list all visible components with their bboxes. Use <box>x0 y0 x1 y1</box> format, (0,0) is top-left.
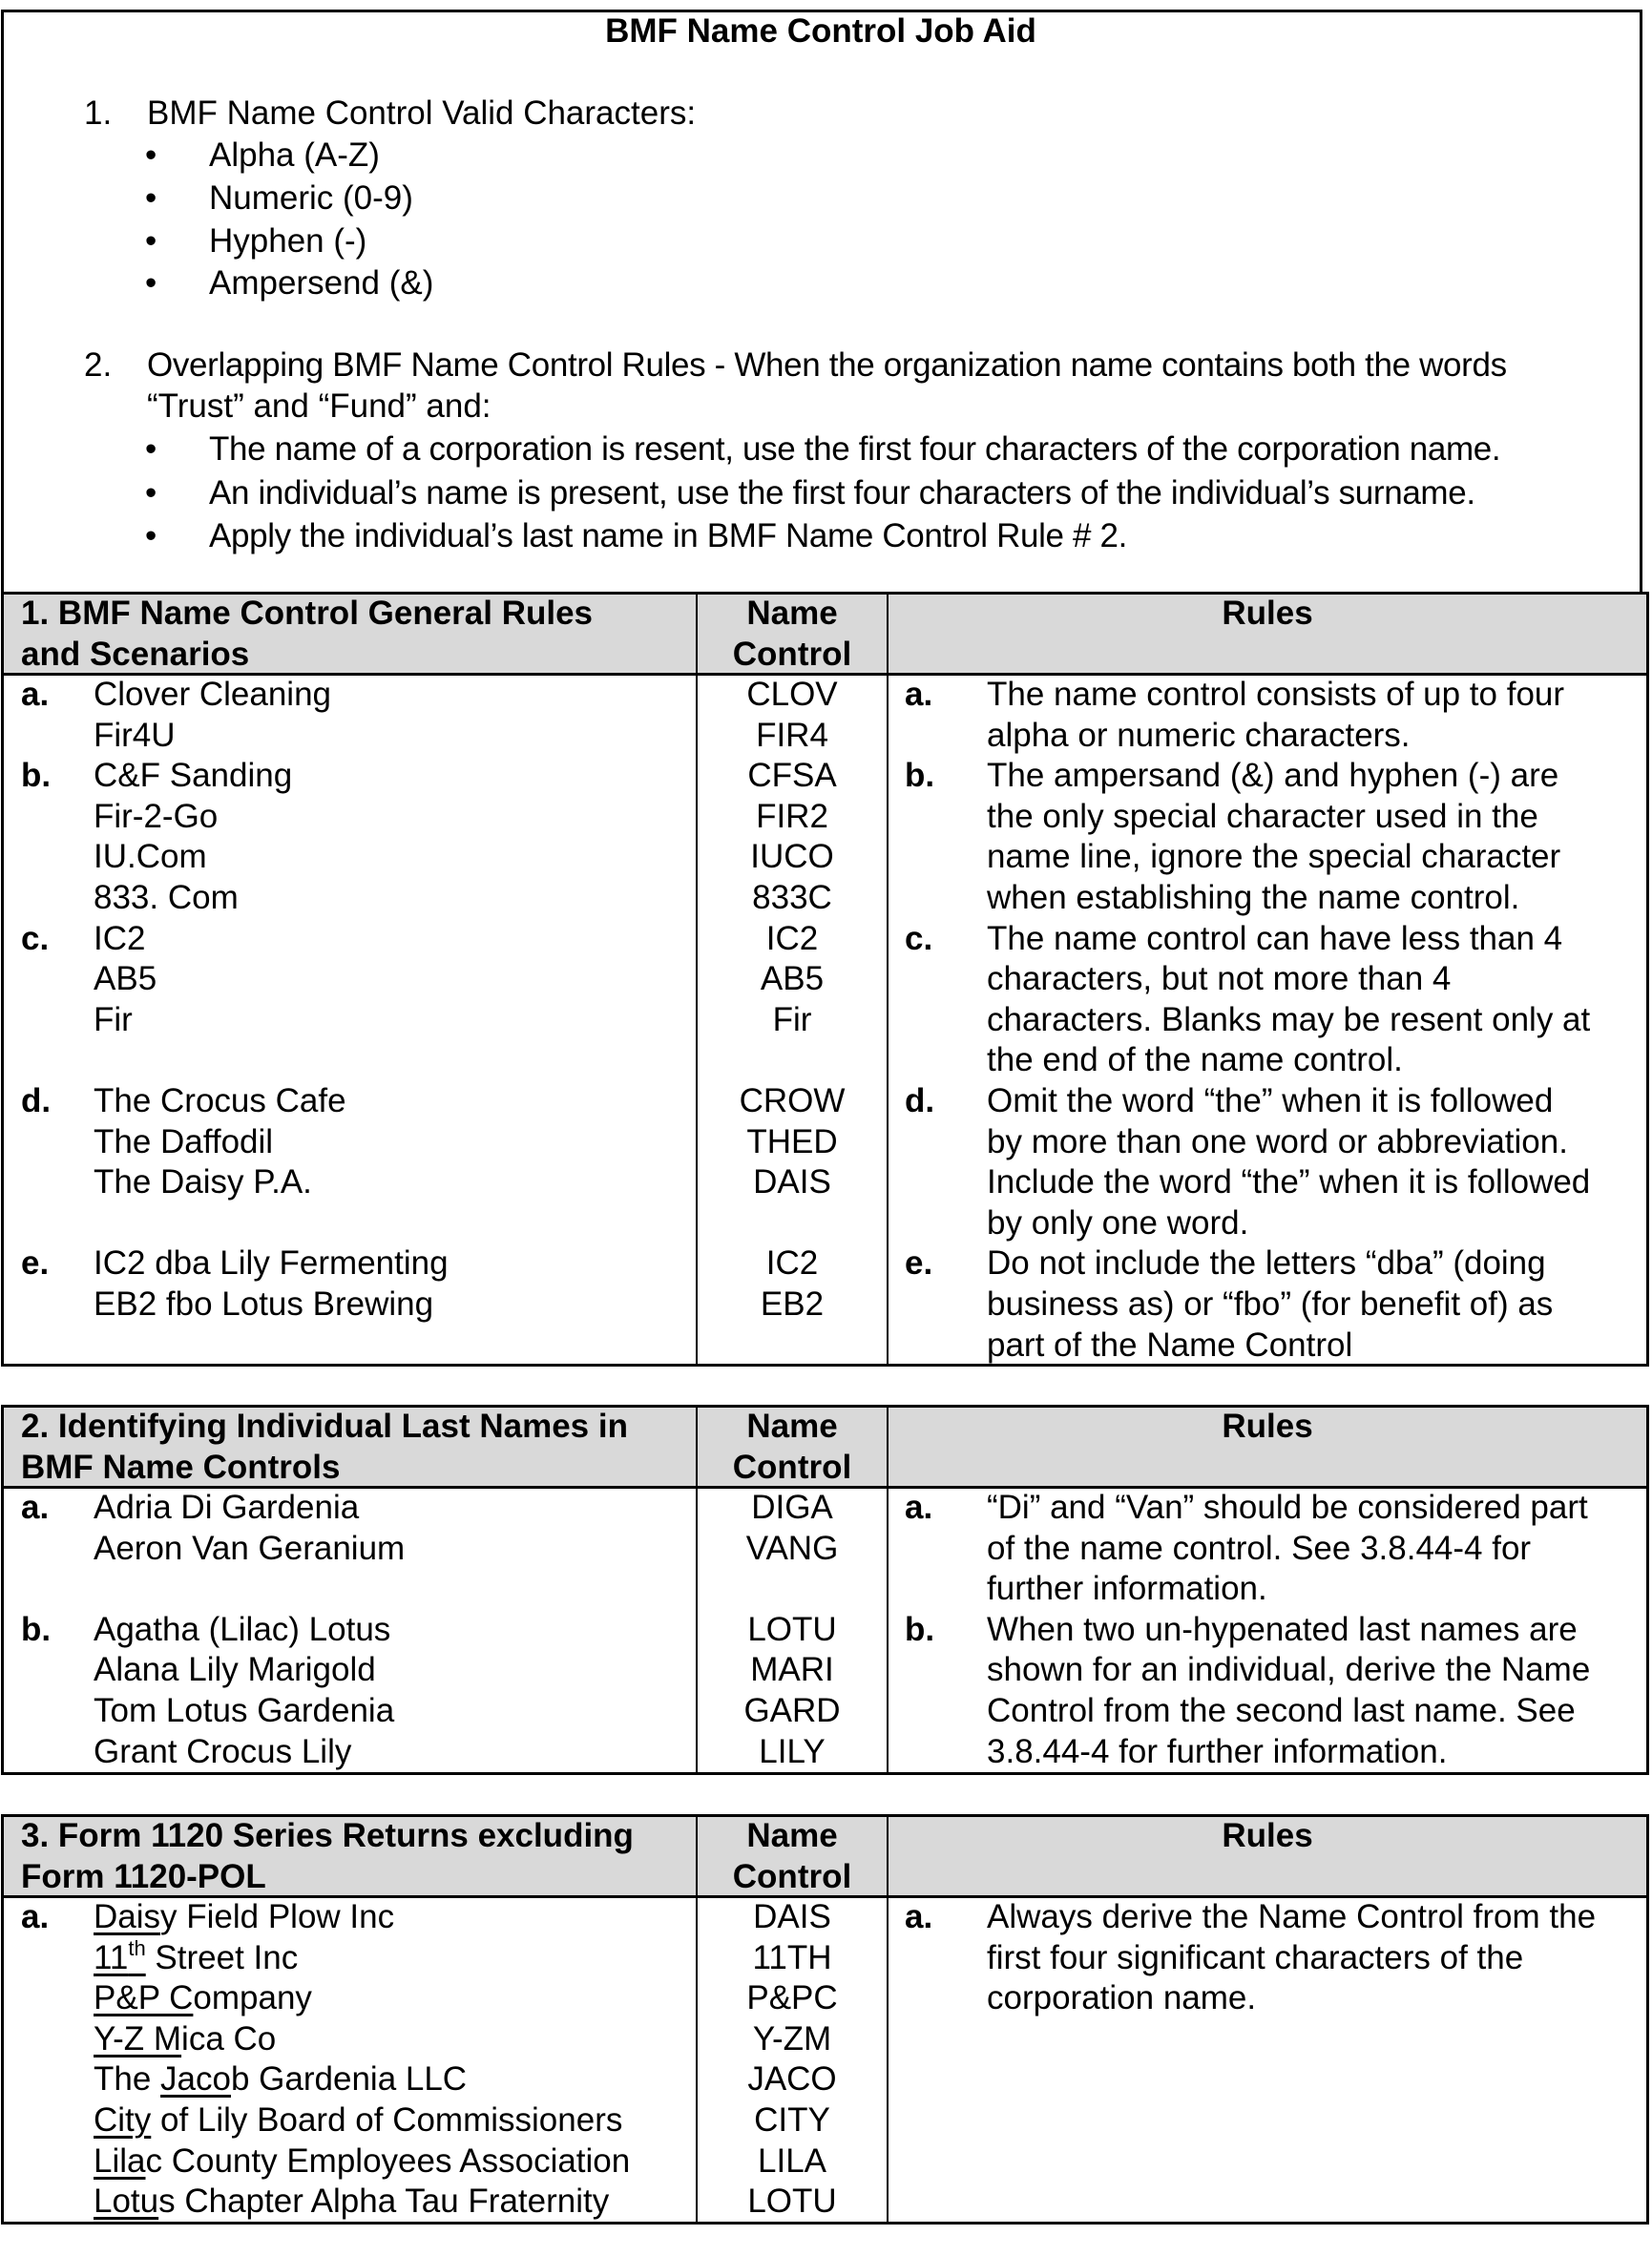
underlined-text: Lila <box>94 2141 146 2180</box>
rule-line <box>905 1529 1640 1570</box>
scenario-name <box>94 2019 276 2060</box>
rule-label: a. <box>905 1898 933 1935</box>
valid-character-item: Alpha (A-Z) <box>209 136 380 174</box>
rule-text: The ampersand (&) and hyphen (-) are <box>987 757 1559 795</box>
bullet-icon: • <box>145 264 157 302</box>
header-scenarios: 3. Form 1120 Series Returns excluding <box>21 1817 634 1854</box>
scenario-name <box>94 1897 394 1938</box>
rule-text: when establishing the name control. <box>987 878 1520 916</box>
header-scenarios: and Scenarios <box>21 635 250 673</box>
table-row <box>21 675 689 716</box>
rule-label: a. <box>905 1489 933 1526</box>
header-name-control: Control <box>732 1448 852 1486</box>
rule-line <box>905 919 1640 960</box>
rule-line <box>905 1569 1640 1610</box>
name-control-value: AB5 <box>760 960 825 998</box>
scenario-name: Fir4U <box>94 716 176 754</box>
name-remainder: ica Co <box>181 2019 277 2058</box>
table-row <box>21 1203 689 1244</box>
name-control-value: MARI <box>750 1651 834 1689</box>
intro-item-2-text-line2: “Trust” and “Fund” and: <box>147 387 491 425</box>
scenario-name: Adria Di Gardenia <box>94 1489 360 1526</box>
header-rules: Rules <box>1222 595 1313 632</box>
rule-line <box>905 1691 1640 1732</box>
underlined-text: Lotu <box>94 2183 159 2221</box>
column-divider <box>887 1408 889 1772</box>
ordinal-suffix: th <box>128 1935 146 1960</box>
intro-item-2-number: 2. <box>84 346 113 384</box>
rule-line <box>905 1938 1640 1979</box>
column-divider <box>887 1817 889 2222</box>
table-row <box>21 1691 689 1732</box>
header-name-control: Name <box>746 1817 838 1854</box>
page-title: BMF Name Control Job Aid <box>605 12 1036 50</box>
rule-text: characters, but not more than 4 <box>987 960 1452 998</box>
rule-label: b. <box>905 757 935 795</box>
table-row <box>21 2019 689 2060</box>
rule-line <box>905 797 1640 838</box>
general-rules-table <box>1 592 1649 1367</box>
table-row <box>21 837 689 878</box>
header-rules: Rules <box>1222 1408 1313 1445</box>
rule-line <box>905 1000 1640 1041</box>
name-control-value: JACO <box>747 2060 837 2099</box>
bullet-icon: • <box>145 517 157 554</box>
name-prefix: The <box>94 2060 161 2099</box>
rule-line <box>905 1326 1640 1367</box>
name-control-value: GARD <box>743 1691 841 1729</box>
row-label: a. <box>21 1898 50 1935</box>
table-row <box>21 1978 689 2019</box>
name-control-value: LOTU <box>747 2183 837 2221</box>
name-control-value: FIR4 <box>756 716 828 754</box>
scenario-name: Agatha (Lilac) Lotus <box>94 1610 391 1648</box>
rule-text: the end of the name control. <box>987 1041 1403 1079</box>
table-row <box>21 1732 689 1773</box>
rule-text: first four significant characters of the <box>987 1938 1524 1976</box>
table-row <box>21 1243 689 1285</box>
scenario-name: Alana Lily Marigold <box>94 1651 376 1689</box>
rule-line <box>905 1040 1640 1081</box>
rule-text: name line, ignore the special character <box>987 838 1561 876</box>
intro-item-1-number: 1. <box>84 94 113 132</box>
header-scenarios: BMF Name Controls <box>21 1448 341 1486</box>
scenario-name: Tom Lotus Gardenia <box>94 1691 395 1729</box>
name-control-value: CFSA <box>747 757 837 795</box>
row-label: a. <box>21 676 50 713</box>
scenario-name <box>94 2141 630 2183</box>
rule-text: business as) or “fbo” (for benefit of) as <box>987 1285 1554 1323</box>
rule-label: d. <box>905 1081 935 1119</box>
rule-line <box>905 1285 1640 1326</box>
rule-text: Omit the word “the” when it is followed <box>987 1081 1554 1119</box>
intro-item-2-text-line1: Overlapping BMF Name Control Rules - When the organization name contains both the words <box>147 346 1507 384</box>
name-control-value: IC2 <box>765 919 819 957</box>
rule-line <box>905 1081 1640 1122</box>
scenario-name: 833. Com <box>94 878 239 916</box>
rule-text: When two un-hypenated last names are <box>987 1610 1578 1648</box>
scenario-name: Fir-2-Go <box>94 797 219 835</box>
table-header <box>4 595 1646 676</box>
underlined-text: P&P C <box>94 1979 194 2017</box>
rule-text: “Di” and “Van” should be considered part <box>987 1489 1588 1526</box>
overlapping-rule-item: Apply the individual’s last name in BMF Name Control Rule # 2. <box>209 517 1128 554</box>
bullet-icon: • <box>145 136 157 174</box>
table-row <box>21 1285 689 1326</box>
significant-characters <box>94 2183 158 2220</box>
rule-line <box>905 1897 1640 1938</box>
rule-line <box>905 837 1640 878</box>
scenario-name: The Daisy P.A. <box>94 1163 312 1201</box>
name-control-value: CROW <box>739 1081 846 1119</box>
name-remainder: s Chapter Alpha Tau Fraternity <box>158 2183 610 2221</box>
table-header <box>4 1408 1646 1489</box>
significant-characters <box>94 1935 146 1976</box>
name-control-value: CLOV <box>746 676 838 713</box>
rule-text: by more than one word or abbreviation. <box>987 1122 1568 1160</box>
name-remainder: b Gardenia LLC <box>230 2060 468 2099</box>
table-row <box>21 797 689 838</box>
name-remainder: of Lily Board of Commissioners <box>151 2100 623 2139</box>
table-row <box>21 1935 689 1979</box>
overlapping-rule-item: An individual’s name is present, use the first four characters of the individual’s surname. <box>209 474 1475 512</box>
table-row <box>21 959 689 1000</box>
overlapping-rule-item: The name of a corporation is resent, use the first four characters of the corporation name. <box>209 430 1501 468</box>
significant-characters <box>94 1979 193 2016</box>
rule-line <box>905 1162 1640 1203</box>
row-label: e. <box>21 1244 50 1283</box>
scenario-name: IC2 dba Lily Fermenting <box>94 1244 449 1283</box>
rule-label: e. <box>905 1244 933 1283</box>
scenario-name: IU.Com <box>94 838 207 876</box>
scenario-name: The Crocus Cafe <box>94 1081 346 1119</box>
rule-text: the only special character used in the <box>987 797 1538 835</box>
rule-line <box>905 878 1640 919</box>
name-control-value: THED <box>746 1122 838 1160</box>
scenario-name: EB2 fbo Lotus Brewing <box>94 1285 434 1323</box>
scenario-name: Aeron Van Geranium <box>94 1529 406 1567</box>
name-control-value: Fir <box>772 1000 812 1038</box>
table-header <box>4 1817 1646 1898</box>
scenario-name: Clover Cleaning <box>94 676 332 713</box>
row-label: b. <box>21 757 52 795</box>
bullet-icon: • <box>145 222 157 260</box>
row-label: b. <box>21 1610 52 1648</box>
table-row <box>21 1040 689 1081</box>
table-row <box>21 1081 689 1122</box>
significant-characters <box>160 2060 231 2098</box>
name-control-value <box>698 1040 887 1081</box>
form-1120-table <box>1 1814 1649 2225</box>
table-row <box>21 1650 689 1691</box>
rule-line <box>905 756 1640 797</box>
scenario-name: Fir <box>94 1000 133 1038</box>
scenario-name <box>94 2100 622 2141</box>
name-control-value: CITY <box>754 2100 830 2139</box>
scenario-name <box>94 1935 299 1979</box>
name-control-value: 11TH <box>752 1938 832 1976</box>
rule-text: alpha or numeric characters. <box>987 716 1411 754</box>
rule-line <box>905 1122 1640 1163</box>
header-scenarios: 1. BMF Name Control General Rules <box>21 595 594 632</box>
underlined-text: 11 <box>94 1938 129 1976</box>
name-remainder: ompany <box>193 1979 312 2017</box>
name-remainder: c County Employees Association <box>145 2141 631 2180</box>
table-row <box>21 1610 689 1651</box>
rule-line <box>905 675 1640 716</box>
name-control-value: DAIS <box>753 1163 831 1201</box>
individual-last-names-table <box>1 1405 1649 1775</box>
valid-character-item: Numeric (0-9) <box>209 179 413 217</box>
header-name-control: Control <box>732 635 852 673</box>
rule-line <box>905 959 1640 1000</box>
name-control-value: 833C <box>752 878 832 916</box>
rule-label: c. <box>905 919 933 957</box>
underlined-text: Y-Z M <box>94 2019 182 2058</box>
rule-line <box>905 1650 1640 1691</box>
table-row <box>21 1122 689 1163</box>
underlined-text: Jaco <box>160 2060 231 2099</box>
row-label: d. <box>21 1081 52 1119</box>
name-control-value: EB2 <box>760 1285 825 1323</box>
header-name-control: Name <box>746 595 838 632</box>
rule-text: of the name control. See 3.8.44-4 for <box>987 1529 1532 1567</box>
header-name-control: Control <box>732 1857 852 1895</box>
table-row <box>21 2141 689 2183</box>
name-control-value <box>698 1203 887 1244</box>
table-row <box>21 716 689 757</box>
rule-text: Always derive the Name Control from the <box>987 1898 1597 1935</box>
name-control-value: LILY <box>759 1732 826 1770</box>
rule-text: The name control can have less than 4 <box>987 919 1563 957</box>
rule-text: characters. Blanks may be resent only at <box>987 1000 1591 1038</box>
name-control-value: LOTU <box>747 1610 837 1648</box>
rule-line <box>905 1978 1640 2019</box>
name-control-value: DAIS <box>753 1898 831 1935</box>
scenario-name: The Daffodil <box>94 1122 274 1160</box>
name-control-value: IC2 <box>765 1244 819 1283</box>
significant-characters <box>94 2142 145 2180</box>
table-row <box>21 1488 689 1529</box>
significant-characters <box>94 1898 160 1935</box>
scenario-name: IC2 <box>94 919 146 957</box>
name-control-value: P&PC <box>746 1979 838 2017</box>
rule-text: shown for an individual, derive the Name <box>987 1651 1591 1689</box>
scenario-name: AB5 <box>94 960 157 998</box>
scenario-name: Grant Crocus Lily <box>94 1732 352 1770</box>
scenario-name: C&F Sanding <box>94 757 293 795</box>
table-row <box>21 1000 689 1041</box>
rule-text: part of the Name Control <box>987 1326 1353 1364</box>
row-label: a. <box>21 1489 50 1526</box>
underlined-text: City <box>94 2100 152 2139</box>
column-divider <box>887 595 889 1364</box>
rule-text: further information. <box>987 1570 1267 1608</box>
scenario-name <box>94 1978 312 2019</box>
header-rules: Rules <box>1222 1817 1313 1854</box>
rule-text: 3.8.44-4 for further information. <box>987 1732 1448 1770</box>
name-control-value: DIGA <box>751 1489 833 1526</box>
table-row <box>21 1529 689 1570</box>
significant-characters <box>94 2101 151 2139</box>
table-row <box>21 1162 689 1203</box>
table-row <box>21 2100 689 2141</box>
rule-text: by only one word. <box>987 1203 1249 1242</box>
header-scenarios: Form 1120-POL <box>21 1857 266 1895</box>
table-row <box>21 2059 689 2100</box>
significant-characters <box>94 2020 181 2058</box>
rule-line <box>905 1243 1640 1285</box>
rule-line <box>905 716 1640 757</box>
scenario-name <box>94 2182 609 2223</box>
rule-label: a. <box>905 676 933 713</box>
table-row <box>21 878 689 919</box>
name-remainder: Street Inc <box>145 1938 299 1976</box>
bullet-icon: • <box>145 430 157 468</box>
table-row <box>21 1569 689 1610</box>
name-remainder: y Field Plow Inc <box>160 1898 395 1935</box>
name-control-value: FIR2 <box>756 797 828 835</box>
rule-text: corporation name. <box>987 1979 1257 2017</box>
name-control-value: Y-ZM <box>752 2019 832 2058</box>
header-name-control: Name <box>746 1408 838 1445</box>
header-scenarios: 2. Identifying Individual Last Names in <box>21 1408 628 1445</box>
table-row <box>21 1897 689 1938</box>
name-control-value: IUCO <box>750 838 834 876</box>
scenario-name <box>94 2059 467 2100</box>
rule-line <box>905 1203 1640 1244</box>
bullet-icon: • <box>145 179 157 217</box>
table-row <box>21 919 689 960</box>
name-control-value: VANG <box>745 1529 839 1567</box>
rule-text: Do not include the letters “dba” (doing <box>987 1244 1546 1283</box>
name-control-value <box>698 1569 887 1610</box>
rule-line <box>905 1488 1640 1529</box>
rule-label: b. <box>905 1610 935 1648</box>
intro-item-1-text: BMF Name Control Valid Characters: <box>147 94 697 132</box>
rule-text: The name control consists of up to four <box>987 676 1565 713</box>
valid-character-item: Ampersend (&) <box>209 264 434 302</box>
underlined-text: Dais <box>94 1898 161 1935</box>
bullet-icon: • <box>145 474 157 512</box>
row-label: c. <box>21 919 50 957</box>
rule-line <box>905 1732 1640 1773</box>
rule-line <box>905 1610 1640 1651</box>
rule-text: Control from the second last name. See <box>987 1691 1576 1729</box>
valid-character-item: Hyphen (-) <box>209 222 367 260</box>
table-row <box>21 2182 689 2223</box>
name-control-value: LILA <box>758 2141 826 2180</box>
rule-text: Include the word “the” when it is followed <box>987 1163 1591 1201</box>
table-row <box>21 756 689 797</box>
